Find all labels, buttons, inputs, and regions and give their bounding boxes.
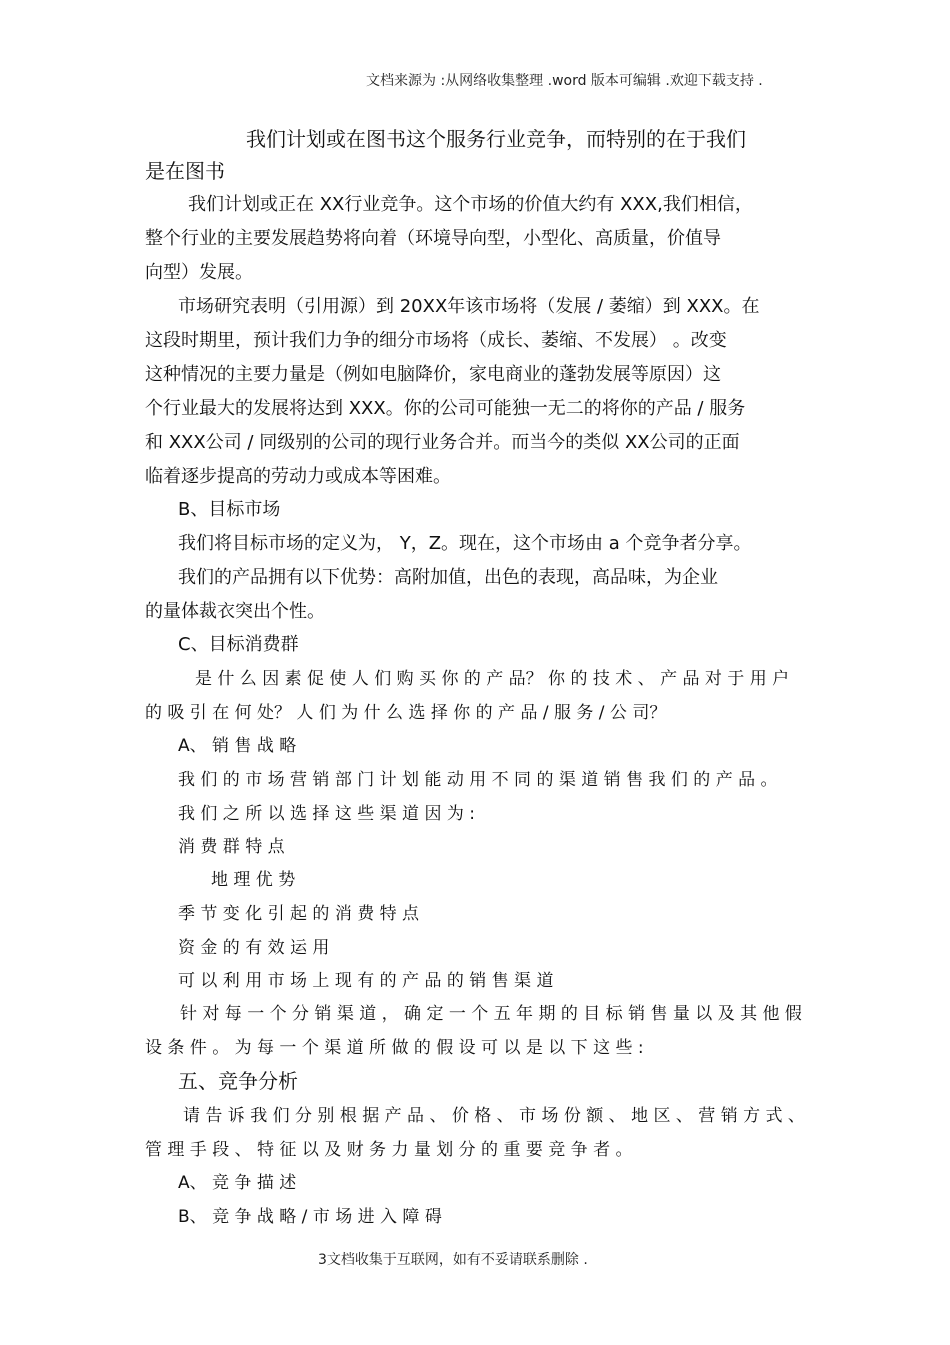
section-heading-c: C、目标消费群 xyxy=(178,634,299,655)
page-footer: 3文档收集于互联网，如有不妥请联系删除 . xyxy=(318,1252,588,1268)
list-item: 资 金 的 有 效 运 用 xyxy=(178,938,330,958)
list-item: 可 以 利 用 市 场 上 现 有 的 产 品 的 销 售 渠 道 xyxy=(178,971,554,991)
paragraph-line: 个行业最大的发展将达到 XXX。你的公司可能独一无二的将你的产品 / 服务 xyxy=(145,398,746,419)
title-line-2: 是在图书 xyxy=(145,159,225,183)
list-item: B、 竞 争 战 略 / 市 场 进 入 障 碍 xyxy=(178,1207,442,1227)
section-heading-b: B、目标市场 xyxy=(178,499,281,520)
paragraph-line: 我 们 的 市 场 营 销 部 门 计 划 能 动 用 不 同 的 渠 道 销 售 我 们 的 产 品 。 xyxy=(178,770,778,790)
list-item: 地 理 优 势 xyxy=(211,870,296,890)
list-item: A、 竞 争 描 述 xyxy=(178,1173,297,1193)
list-item: 季 节 变 化 引 起 的 消 费 特 点 xyxy=(178,904,420,924)
paragraph-line: 临着逐步提高的劳动力或成本等困难。 xyxy=(145,466,451,487)
paragraph-line: 整个行业的主要发展趋势将向着（环境导向型，小型化、高质量，价值导 xyxy=(145,228,721,249)
paragraph-line: 我 们 之 所 以 选 择 这 些 渠 道 因 为 : xyxy=(178,804,475,824)
paragraph-line: 设 条 件 。 为 每 一 个 渠 道 所 做 的 假 设 可 以 是 以 下 这 些 : xyxy=(145,1038,644,1058)
paragraph-line: 管 理 手 段 、 特 征 以 及 财 务 力 量 划 分 的 重 要 竞 争 者 。 xyxy=(145,1140,633,1160)
paragraph-line: 向型）发展。 xyxy=(145,262,253,283)
paragraph-line: 我们将目标市场的定义为， Y，Z。现在，这个市场由 a 个竞争者分享。 xyxy=(178,533,752,554)
title-line-1: 我们计划或在图书这个服务行业竞争，而特别的在于我们 xyxy=(246,127,746,151)
section-heading-a: A、 销 售 战 略 xyxy=(178,736,297,756)
paragraph-line: 的 吸 引 在 何 处？ 人 们 为 什 么 选 择 你 的 产 品 / 服 务 / 公 司？ xyxy=(145,703,667,723)
paragraph-line: 市场研究表明（引用源）到 20XX年该市场将（发展 / 萎缩）到 XXX。在 xyxy=(178,296,760,317)
paragraph-line: 我们的产品拥有以下优势：高附加值，出色的表现，高品味，为企业 xyxy=(178,567,718,588)
paragraph-line: 这段时期里，预计我们力争的细分市场将（成长、萎缩、不发展） 。改变 xyxy=(145,330,727,351)
paragraph-line: 针 对 每 一 个 分 销 渠 道 ， 确 定 一 个 五 年 期 的 目 标 销 售 量 以 及 其 他 假 xyxy=(180,1004,802,1024)
section-heading-5: 五、竞争分析 xyxy=(178,1069,298,1093)
paragraph-line: 我们计划或正在 XX行业竞争。这个市场的价值大约有 XXX,我们相信， xyxy=(188,194,753,215)
page-header: 文档来源为 :从网络收集整理 .word 版本可编辑 .欢迎下载支持 . xyxy=(366,73,763,89)
paragraph-line: 这种情况的主要力量是（例如电脑降价，家电商业的蓬勃发展等原因）这 xyxy=(145,364,721,385)
list-item: 消 费 群 特 点 xyxy=(178,837,285,857)
paragraph-line: 是 什 么 因 素 促 使 人 们 购 买 你 的 产 品？ 你 的 技 术 、 产 品 对 于 用 户 xyxy=(195,669,790,689)
paragraph-line: 和 XXX公司 / 同级别的公司的现行业务合并。而当今的类似 XX公司的正面 xyxy=(145,432,740,453)
paragraph-line: 请 告 诉 我 们 分 别 根 据 产 品 、 价 格 、 市 场 份 额 、 地 区 、 营 销 方 式 、 xyxy=(183,1106,805,1126)
paragraph-line: 的量体裁衣突出个性。 xyxy=(145,601,325,622)
